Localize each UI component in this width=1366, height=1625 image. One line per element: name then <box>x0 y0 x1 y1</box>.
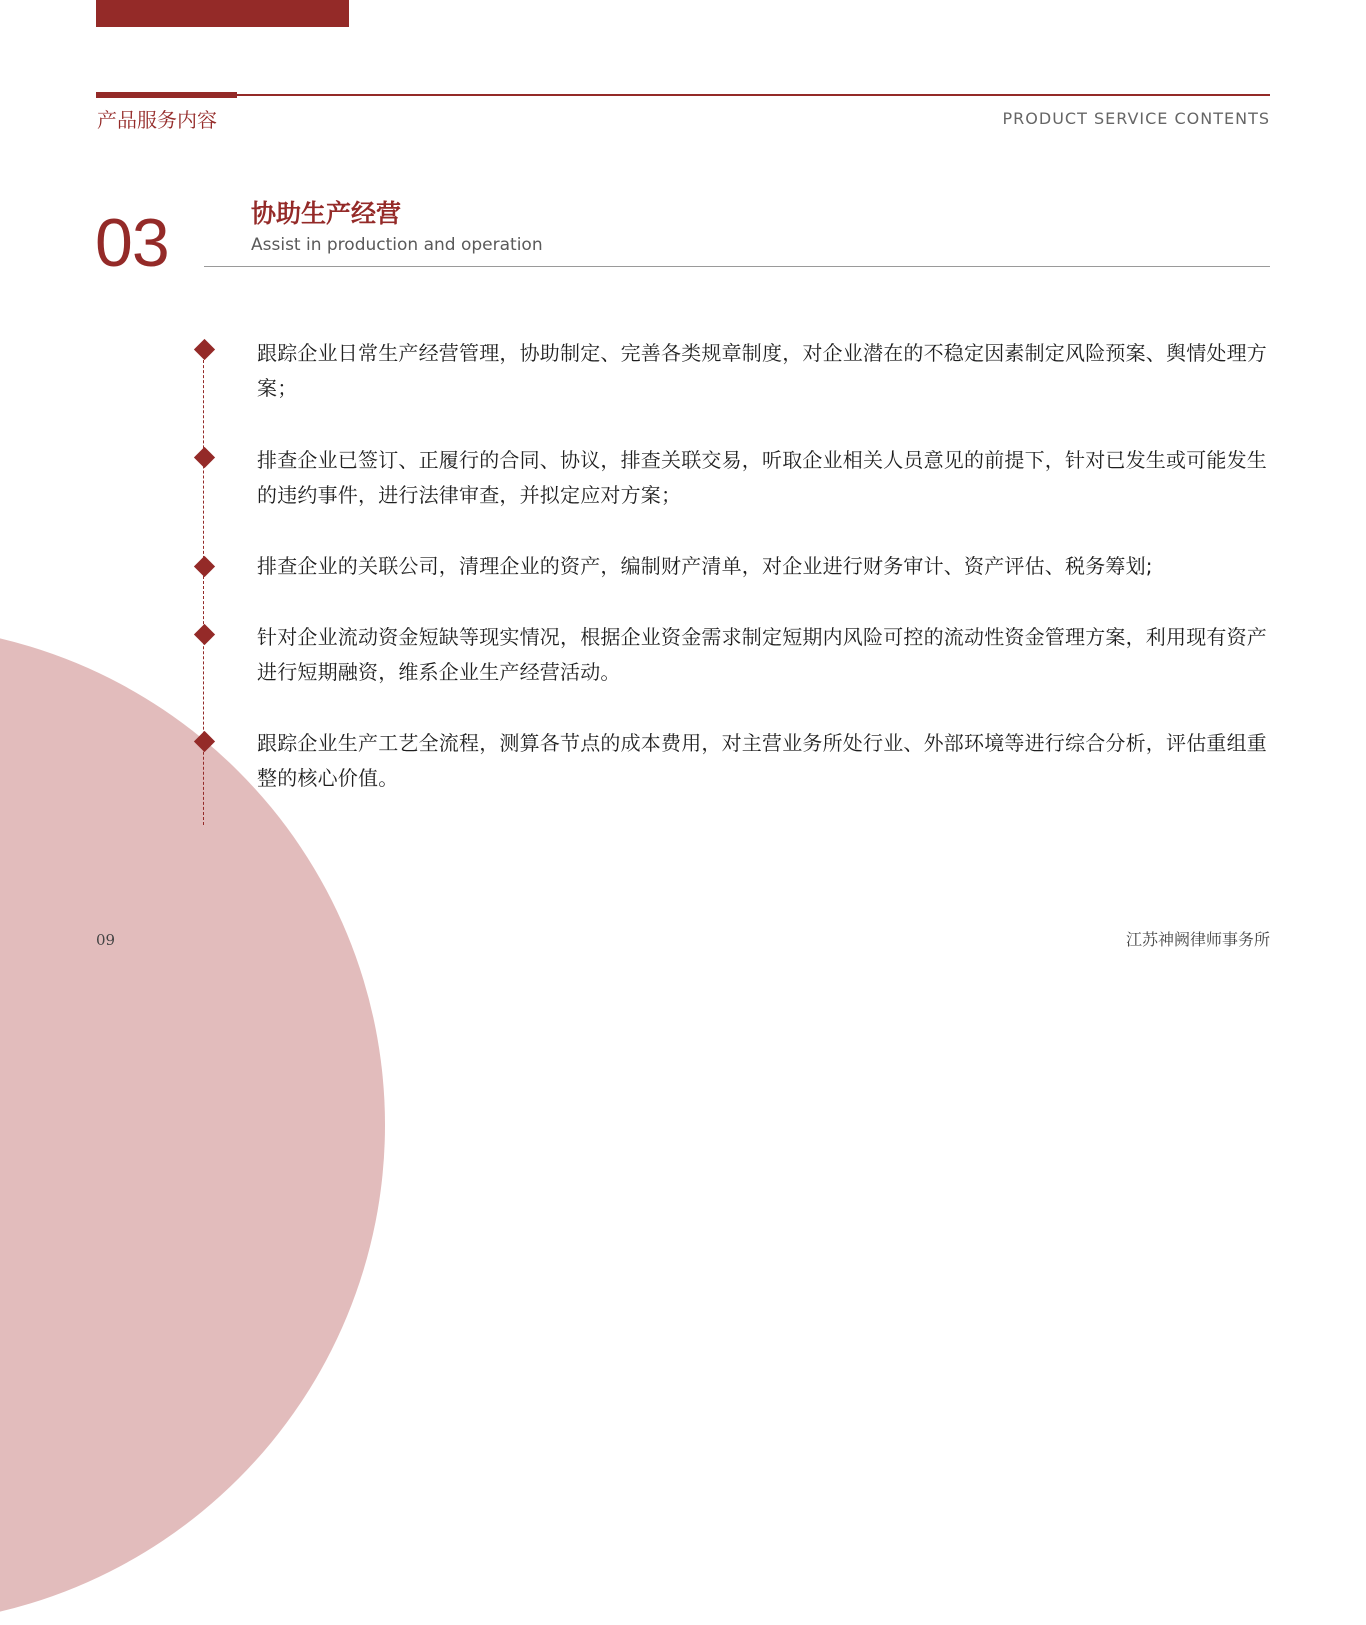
list-item: 排查企业已签订、正履行的合同、协议，排查关联交易，听取企业相关人员意见的前提下，针对已发生或可能发生的违约事件，进行法律审查，并拟定应对方案； <box>257 448 1267 507</box>
section-divider <box>204 266 1270 267</box>
list-item: 排查企业的关联公司，清理企业的资产，编制财产清单，对企业进行财务审计、资产评估、税务筹划; <box>257 554 1153 578</box>
list-item: 针对企业流动资金短缺等现实情况，根据企业资金需求制定短期内风险可控的流动性资金管理方案，利用现有资产进行短期融资，维系企业生产经营活动。 <box>257 625 1267 684</box>
section-number: 03 <box>95 205 169 281</box>
section-title-en: Assist in production and operation <box>251 235 543 255</box>
top-accent-block <box>96 0 349 27</box>
bullet-diamond-icon <box>194 624 215 645</box>
bullet-diamond-icon <box>194 556 215 577</box>
list-item: 跟踪企业日常生产经营管理，协助制定、完善各类规章制度，对企业潜在的不稳定因素制定风险预案、舆情处理方案； <box>257 341 1267 400</box>
list-item: 跟踪企业生产工艺全流程，测算各节点的成本费用，对主营业务所处行业、外部环境等进行综合分析，评估重组重整的核心价值。 <box>257 731 1267 790</box>
header-title-cn: 产品服务内容 <box>97 108 217 132</box>
header-divider-accent <box>96 92 237 98</box>
header-title-en: PRODUCT SERVICE CONTENTS <box>1002 109 1270 128</box>
section-title-cn: 协助生产经营 <box>251 199 402 228</box>
page-number: 09 <box>96 931 116 949</box>
bullet-diamond-icon <box>194 447 215 468</box>
header-divider <box>96 94 1270 96</box>
bullet-diamond-icon <box>194 339 215 360</box>
firm-name: 江苏神阙律师事务所 <box>1125 930 1270 949</box>
timeline-dashed-line <box>203 350 204 825</box>
